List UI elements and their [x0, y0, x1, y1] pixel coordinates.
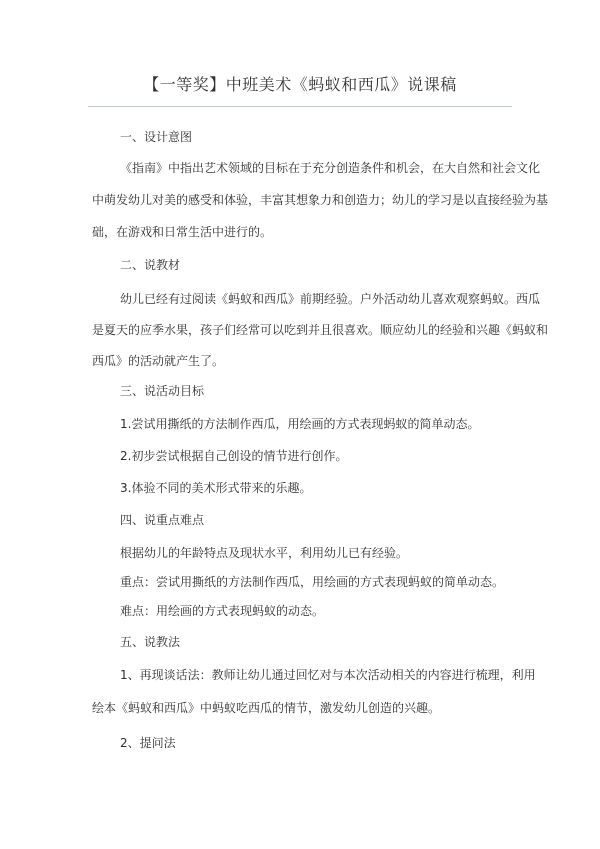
section-heading-teaching-material: 二、说教材 — [120, 258, 181, 272]
paragraph-line: 幼儿已经有过阅读《蚂蚁和西瓜》前期经验。户外活动幼儿喜欢观察蚂蚁。西瓜 — [120, 292, 541, 306]
section-heading-design-intent: 一、设计意图 — [120, 130, 193, 144]
paragraph-line: 根据幼儿的年龄特点及现状水平，利用幼儿已有经验。 — [120, 546, 409, 560]
goal-item: 3.体验不同的美术形式带来的乐趣。 — [120, 481, 312, 495]
method-item: 2、提问法 — [120, 736, 176, 750]
paragraph-line: 础，在游戏和日常生活中进行的。 — [92, 225, 273, 239]
document-title: 【一等奖】中班美术《蚂蚁和西瓜》说课稿 — [143, 75, 457, 94]
section-heading-activity-goals: 三、说活动目标 — [120, 384, 205, 398]
paragraph-line: 绘本《蚂蚁和西瓜》中蚂蚁吃西瓜的情节，激发幼儿创造的兴趣。 — [92, 701, 441, 715]
difficulty-line: 难点：用绘画的方式表现蚂蚁的动态。 — [120, 604, 325, 618]
paragraph-line: 是夏天的应季水果，孩子们经常可以吃到并且很喜欢。顺应幼儿的经验和兴趣《蚂蚁和 — [92, 323, 549, 337]
section-heading-key-points: 四、说重点难点 — [120, 513, 205, 527]
key-point-line: 重点：尝试用撕纸的方法制作西瓜，用绘画的方式表现蚂蚁的简单动态。 — [120, 575, 505, 589]
paragraph-line: 中萌发幼儿对美的感受和体验，丰富其想象力和创造力；幼儿的学习是以直接经验为基 — [92, 193, 549, 207]
section-heading-teaching-methods: 五、说教法 — [120, 635, 181, 649]
title-divider — [88, 106, 512, 107]
goal-item: 1.尝试用撕纸的方法制作西瓜，用绘画的方式表现蚂蚁的简单动态。 — [120, 417, 480, 431]
paragraph-line: 西瓜》的活动就产生了。 — [92, 354, 225, 368]
method-item: 1、再现谈话法：教师让幼儿通过回忆对与本次活动相关的内容进行梳理，利用 — [120, 668, 536, 682]
paragraph-line: 《指南》中指出艺术领域的目标在于充分创造条件和机会，在大自然和社会文化 — [120, 161, 541, 175]
goal-item: 2.初步尝试根据自己创设的情节进行创作。 — [120, 449, 348, 463]
